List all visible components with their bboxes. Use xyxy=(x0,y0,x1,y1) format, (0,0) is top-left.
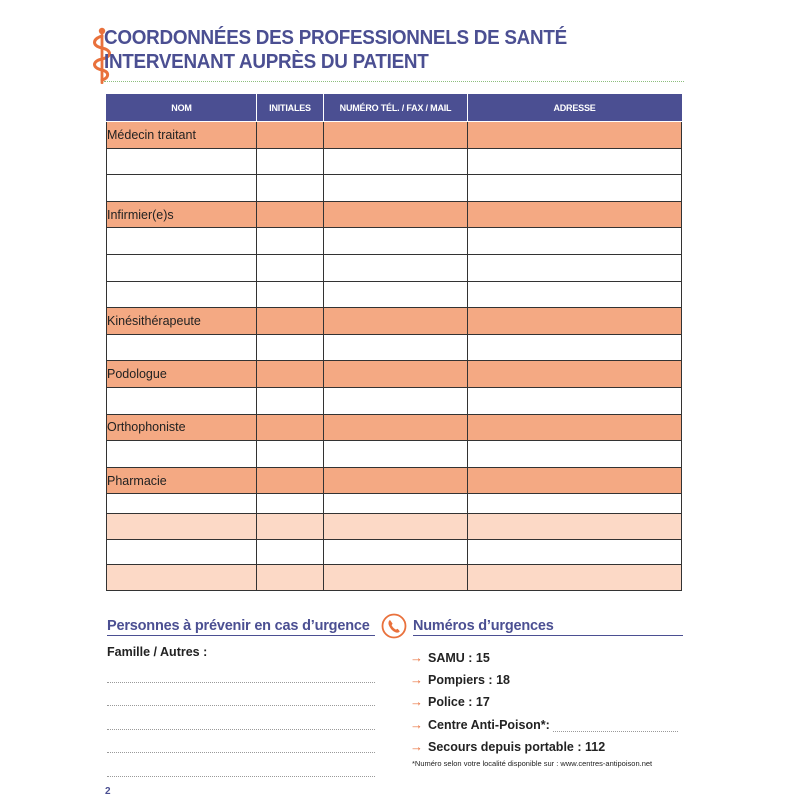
emergency-item-anti-poison xyxy=(410,714,683,736)
cell-initiales[interactable] xyxy=(257,565,324,591)
cell-adresse[interactable] xyxy=(468,539,682,565)
cell-nom[interactable] xyxy=(107,122,257,149)
cell-initiales[interactable] xyxy=(257,122,324,149)
emergency-item-samu xyxy=(410,647,683,669)
cell-adresse[interactable] xyxy=(468,414,682,441)
table-row xyxy=(107,228,682,255)
cell-nom[interactable] xyxy=(107,539,257,565)
table-row xyxy=(107,361,682,388)
row-label: Kinésithérapeute xyxy=(107,313,201,328)
cell-adresse[interactable] xyxy=(468,175,682,202)
write-in-line[interactable] xyxy=(107,683,375,707)
cell-telephone[interactable] xyxy=(324,122,468,149)
cell-adresse[interactable] xyxy=(468,387,682,414)
anti-poison-write-line[interactable] xyxy=(553,719,678,732)
emergency-item-portable xyxy=(410,736,683,758)
family-label: Famille / Autres : xyxy=(107,645,208,659)
cell-telephone[interactable] xyxy=(324,254,468,281)
column-header-adresse: ADRESSE xyxy=(468,95,682,122)
row-label: Médecin traitant xyxy=(107,127,196,142)
cell-telephone[interactable] xyxy=(324,441,468,468)
professionals-table xyxy=(106,94,682,521)
cell-adresse[interactable] xyxy=(468,254,682,281)
title-divider xyxy=(104,81,684,82)
row-label: Podologue xyxy=(107,367,167,382)
cell-telephone[interactable] xyxy=(324,228,468,255)
cell-nom[interactable] xyxy=(107,254,257,281)
column-header-telephone: NUMÉRO TÉL. / FAX / MAIL xyxy=(324,95,468,122)
column-header-initiales: INITIALES xyxy=(257,95,324,122)
cell-nom[interactable] xyxy=(107,148,257,175)
table-row xyxy=(107,201,682,228)
table-row xyxy=(107,565,682,591)
cell-nom[interactable] xyxy=(107,467,257,494)
cell-telephone[interactable] xyxy=(324,514,468,540)
cell-initiales[interactable] xyxy=(257,441,324,468)
cell-initiales[interactable] xyxy=(257,281,324,308)
write-in-line[interactable] xyxy=(107,659,375,683)
cell-nom[interactable] xyxy=(107,387,257,414)
cell-nom[interactable] xyxy=(107,514,257,540)
column-header-nom: NOM xyxy=(107,95,257,122)
table-row xyxy=(107,148,682,175)
row-label: Infirmier(e)s xyxy=(107,207,174,222)
cell-telephone[interactable] xyxy=(324,201,468,228)
table-body xyxy=(107,122,682,521)
emergency-item-text: Secours depuis portable : 112 xyxy=(428,739,606,754)
emergency-numbers-heading: Numéros d’urgences xyxy=(413,618,683,636)
table-row xyxy=(107,539,682,565)
cell-adresse[interactable] xyxy=(468,441,682,468)
cell-initiales[interactable] xyxy=(257,514,324,540)
cell-telephone[interactable] xyxy=(324,565,468,591)
cell-nom[interactable] xyxy=(107,175,257,202)
cell-telephone[interactable] xyxy=(324,414,468,441)
cell-telephone[interactable] xyxy=(324,281,468,308)
additional-contacts-table xyxy=(106,513,682,591)
cell-adresse[interactable] xyxy=(468,361,682,388)
arrow-right-icon: → xyxy=(410,650,423,665)
cell-nom[interactable] xyxy=(107,361,257,388)
cell-nom[interactable] xyxy=(107,308,257,335)
arrow-right-icon: → xyxy=(410,672,423,688)
cell-nom[interactable] xyxy=(107,228,257,255)
header xyxy=(104,26,684,74)
arrow-right-icon: → xyxy=(410,694,423,710)
emergency-numbers-section xyxy=(381,613,683,758)
table-row xyxy=(107,334,682,361)
write-in-line[interactable] xyxy=(107,753,375,777)
emergency-item-text: Police : 17 xyxy=(428,695,490,710)
cell-adresse[interactable] xyxy=(468,201,682,228)
additional-table-body xyxy=(107,514,682,591)
footnote: *Numéro selon votre localité disponible sur : www.centres-antipoison.net xyxy=(412,759,653,768)
cell-nom[interactable] xyxy=(107,565,257,591)
table-row xyxy=(107,467,682,494)
cell-adresse[interactable] xyxy=(468,122,682,149)
table-row xyxy=(107,441,682,468)
cell-nom[interactable] xyxy=(107,281,257,308)
cell-telephone[interactable] xyxy=(324,175,468,202)
cell-initiales[interactable] xyxy=(257,148,324,175)
cell-adresse[interactable] xyxy=(468,308,682,335)
cell-telephone[interactable] xyxy=(324,308,468,335)
emergency-item-police xyxy=(410,691,683,713)
cell-telephone[interactable] xyxy=(324,539,468,565)
cell-nom[interactable] xyxy=(107,201,257,228)
cell-initiales[interactable] xyxy=(257,254,324,281)
table-row xyxy=(107,387,682,414)
table-row xyxy=(107,281,682,308)
table-header-row xyxy=(107,95,682,122)
emergency-numbers-list xyxy=(410,647,683,758)
cell-telephone[interactable] xyxy=(324,387,468,414)
cell-nom[interactable] xyxy=(107,414,257,441)
row-label: Pharmacie xyxy=(107,473,167,488)
cell-initiales[interactable] xyxy=(257,467,324,494)
cell-adresse[interactable] xyxy=(468,565,682,591)
cell-initiales[interactable] xyxy=(257,361,324,388)
title-line-2: INTERVENANT AUPRÈS DU PATIENT xyxy=(104,50,429,73)
cell-telephone[interactable] xyxy=(324,334,468,361)
emergency-item-text: Centre Anti-Poison*: xyxy=(428,717,550,732)
cell-telephone[interactable] xyxy=(324,148,468,175)
write-in-line[interactable] xyxy=(107,730,375,754)
emergency-item-pompiers xyxy=(410,669,683,691)
table-row xyxy=(107,175,682,202)
cell-initiales[interactable] xyxy=(257,539,324,565)
table-row xyxy=(107,254,682,281)
page-title xyxy=(104,26,638,74)
cell-adresse[interactable] xyxy=(468,334,682,361)
cell-initiales[interactable] xyxy=(257,387,324,414)
emergency-item-text: SAMU : 15 xyxy=(428,651,490,665)
title-line-1: COORDONNÉES DES PROFESSIONNELS DE SANTÉ xyxy=(104,26,567,49)
write-in-line[interactable] xyxy=(107,706,375,730)
cell-adresse[interactable] xyxy=(468,281,682,308)
cell-adresse[interactable] xyxy=(468,467,682,494)
emergency-contacts-heading: Personnes à prévenir en cas d’urgence xyxy=(107,618,375,636)
emergency-contacts-section xyxy=(107,618,375,777)
cell-initiales[interactable] xyxy=(257,334,324,361)
cell-initiales[interactable] xyxy=(257,228,324,255)
arrow-right-icon: → xyxy=(410,716,423,732)
table-row xyxy=(107,308,682,335)
table-row xyxy=(107,122,682,149)
cell-adresse[interactable] xyxy=(468,514,682,540)
cell-initiales[interactable] xyxy=(257,175,324,202)
cell-telephone[interactable] xyxy=(324,361,468,388)
cell-nom[interactable] xyxy=(107,334,257,361)
emergency-item-text: Pompiers : 18 xyxy=(428,673,510,688)
table-row xyxy=(107,414,682,441)
page-number: 2 xyxy=(105,786,111,797)
cell-nom[interactable] xyxy=(107,441,257,468)
table-row xyxy=(107,514,682,540)
phone-icon xyxy=(381,613,407,639)
row-label: Orthophoniste xyxy=(107,420,186,435)
cell-telephone[interactable] xyxy=(324,467,468,494)
cell-adresse[interactable] xyxy=(468,148,682,175)
cell-initiales[interactable] xyxy=(257,308,324,335)
arrow-right-icon: → xyxy=(410,738,423,754)
cell-initiales[interactable] xyxy=(257,201,324,228)
cell-adresse[interactable] xyxy=(468,228,682,255)
cell-initiales[interactable] xyxy=(257,414,324,441)
